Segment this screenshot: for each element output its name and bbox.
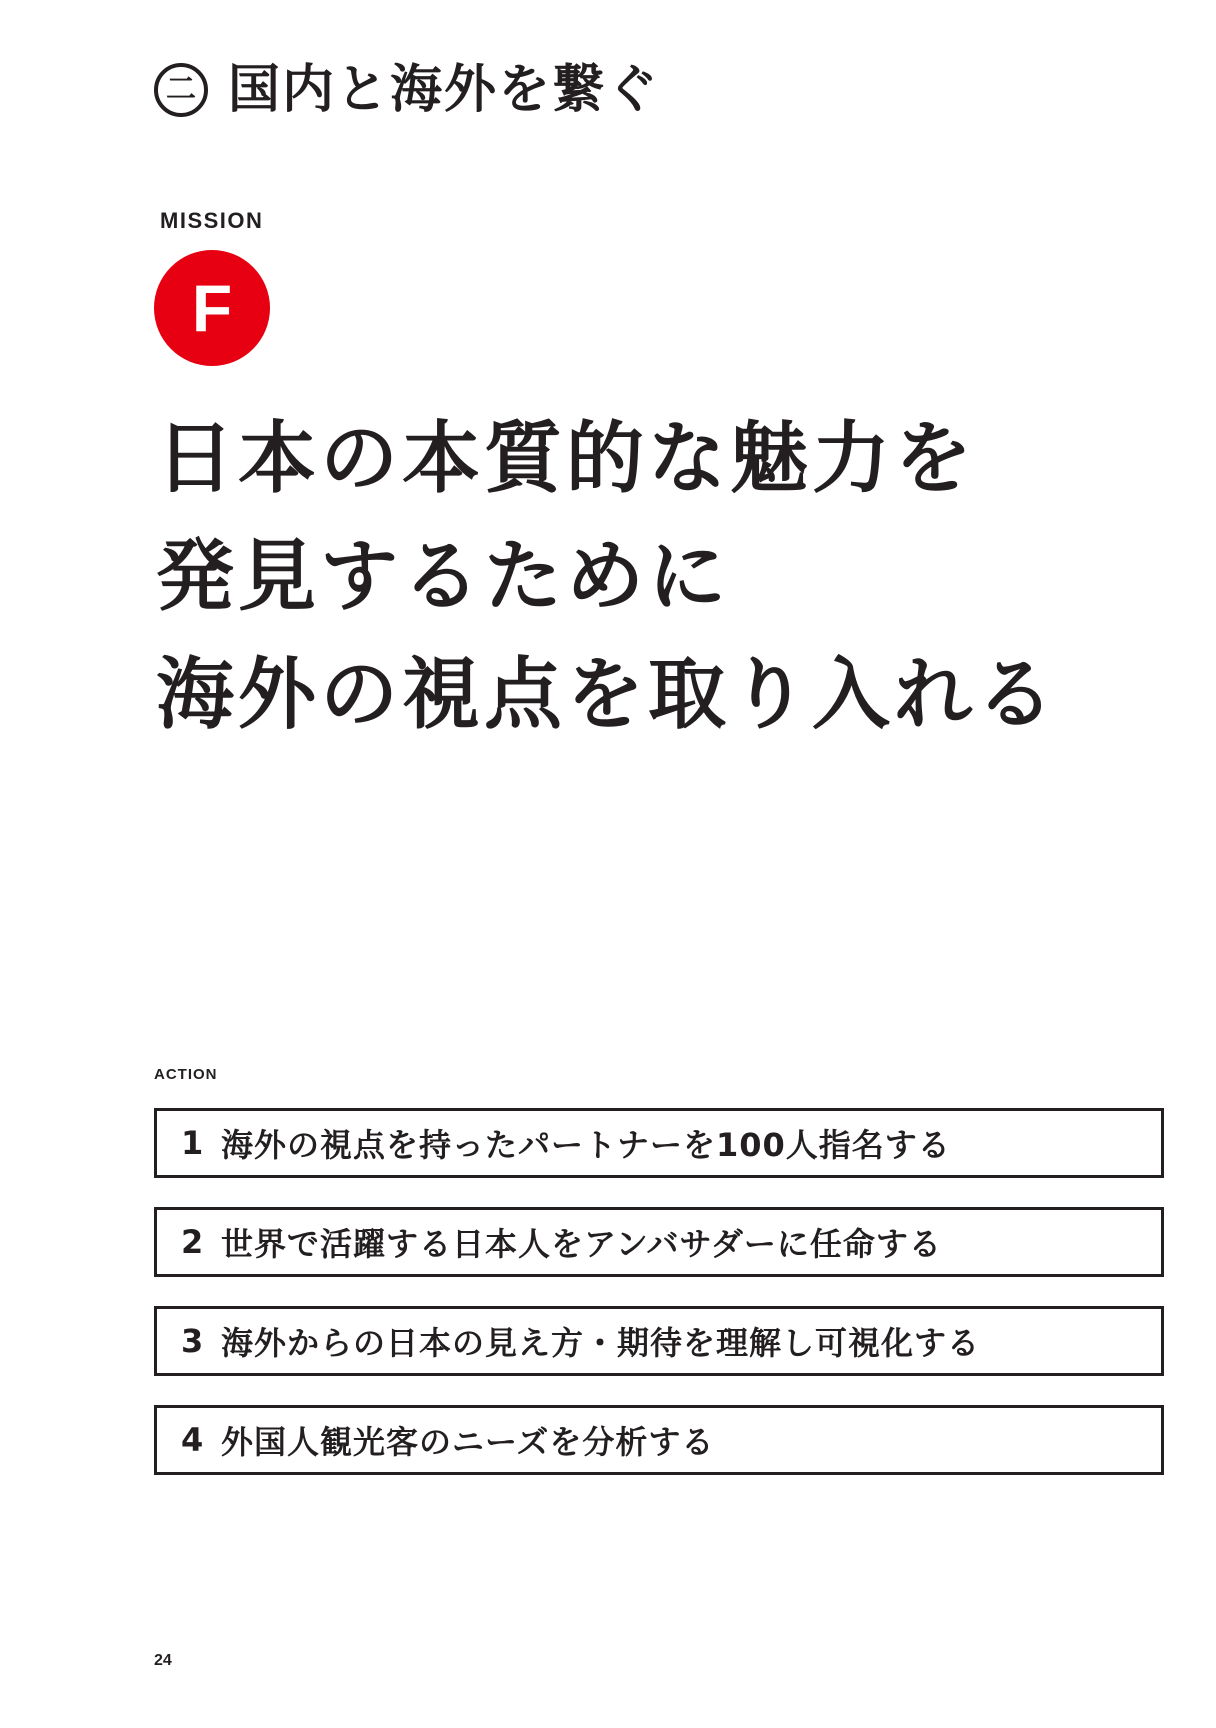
action-item-text: 世界で活躍する日本人をアンバサダーに任命する xyxy=(221,1225,942,1263)
action-item xyxy=(154,1306,1164,1376)
mission-title-line: 発見するために xyxy=(156,532,731,622)
action-label: ACTION xyxy=(154,1066,218,1083)
mission-title-line: 海外の視点を取り入れる xyxy=(156,650,1059,740)
action-item-text: 海外の視点を持ったパートナーを100人指名する xyxy=(221,1126,951,1164)
action-list xyxy=(154,1108,1164,1504)
page-number: 24 xyxy=(154,1652,172,1669)
section-header xyxy=(154,58,660,122)
mission-title xyxy=(156,400,1156,754)
section-number-circle: 二 xyxy=(154,63,208,117)
action-item-number: 3 xyxy=(181,1322,205,1360)
action-item xyxy=(154,1108,1164,1178)
action-item-number: 2 xyxy=(181,1223,205,1261)
action-item xyxy=(154,1207,1164,1277)
mission-badge xyxy=(154,250,270,366)
mission-letter: F xyxy=(191,271,233,345)
action-item-number: 4 xyxy=(181,1421,205,1459)
action-item xyxy=(154,1405,1164,1475)
action-item-text: 外国人観光客のニーズを分析する xyxy=(221,1423,715,1461)
mission-label: MISSION xyxy=(160,208,264,233)
action-item-number: 1 xyxy=(181,1124,205,1162)
section-title: 国内と海外を繋ぐ xyxy=(228,60,661,120)
mission-title-line: 日本の本質的な魅力を xyxy=(156,414,977,504)
action-item-text: 海外からの日本の見え方・期待を理解し可視化する xyxy=(221,1324,981,1362)
